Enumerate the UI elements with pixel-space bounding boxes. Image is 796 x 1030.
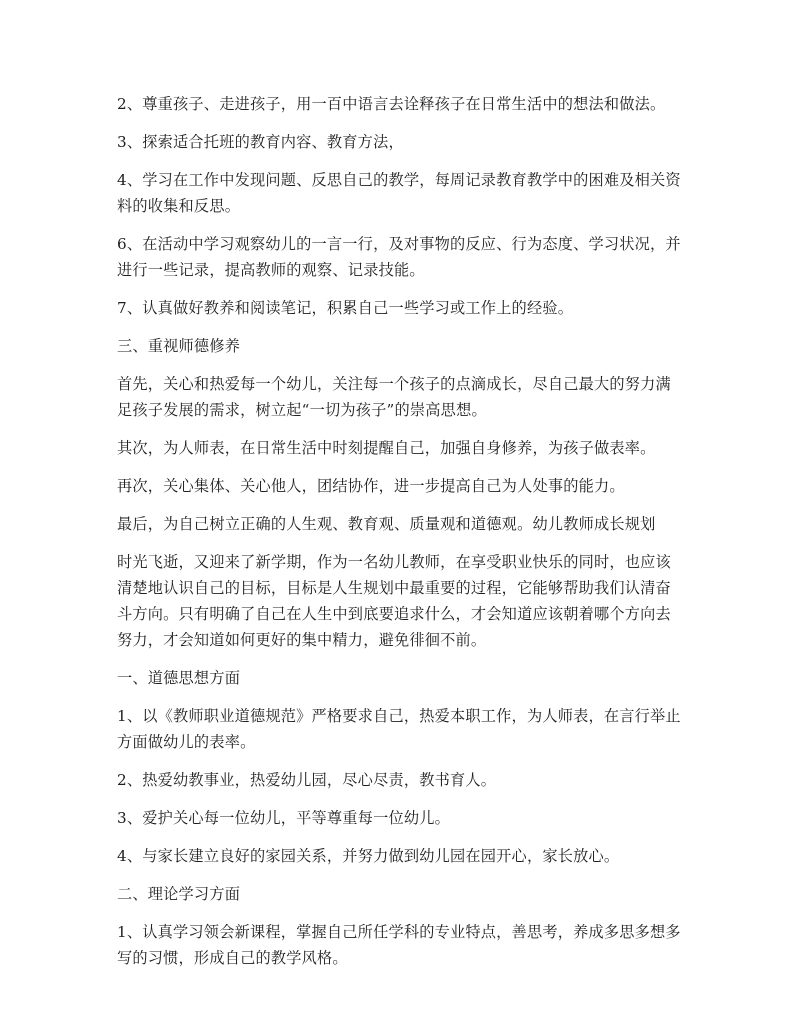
paragraph: 其次，为人师表，在日常生活中时刻提醒自己，加强自身修养，为孩子做表率。 — [117, 439, 656, 457]
paragraph: 6、在活动中学习观察幼儿的一言一行，及对事物的反应、行为态度、学习状况，并进行一些记录，提高教师的观察、记录技能。 — [117, 235, 681, 279]
paragraph: 最后，为自己树立正确的人生观、教育观、质量观和道德观。幼儿教师成长规划 — [117, 515, 656, 533]
paragraph: 2、热爱幼教事业，热爱幼儿园，尽心尽责，教书育人。 — [117, 771, 497, 789]
paragraph: 3、爱护关心每一位幼儿，平等尊重每一位幼儿。 — [117, 809, 451, 827]
paragraph: 4、与家长建立良好的家园关系，并努力做到幼儿园在园开心，家长放心。 — [117, 847, 620, 865]
paragraph: 2、尊重孩子、走进孩子，用一百中语言去诠释孩子在日常生活中的想法和做法。 — [117, 95, 666, 113]
paragraph: 4、学习在工作中发现问题、反思自己的教学，每周记录教育教学中的困难及相关资料的收集和反思。 — [117, 171, 681, 215]
paragraph: 首先，关心和热爱每一个幼儿，关注每一个孩子的点滴成长，尽自己最大的努力满足孩子发展的需求，树立起“一切为孩子”的崇高思想。 — [117, 375, 671, 419]
paragraph: 再次，关心集体、关心他人，团结协作，进一步提高自己为人处事的能力。 — [117, 477, 625, 495]
section-heading: 三、重视师德修养 — [117, 337, 241, 355]
paragraph: 1、以《教师职业道德规范》严格要求自己，热爱本职工作，为人师表，在言行举止方面做幼儿的表率。 — [117, 707, 681, 751]
paragraph: 时光飞逝，又迎来了新学期，作为一名幼儿教师，在享受职业快乐的同时，也应该清楚地认识自己的目标，目标是人生规划中最重要的过程，它能够帮助我们认清奋斗方向。只有明确了自己在人生中到底要追求什么，才会知道应该朝着哪个方向去努力，才会知道如何更好的集中精力，避免徘徊不前。 — [117, 553, 671, 649]
paragraph: 3、探索适合托班的教育内容、教育方法， — [117, 133, 404, 151]
section-heading: 二、理论学习方面 — [117, 885, 241, 903]
paragraph: 7、认真做好教养和阅读笔记，积累自己一些学习或工作上的经验。 — [117, 299, 574, 317]
section-heading: 一、道德思想方面 — [117, 669, 241, 687]
paragraph: 1、认真学习领会新课程，掌握自己所任学科的专业特点，善思考，养成多思多想多写的习惯，形成自己的教学风格。 — [117, 923, 681, 967]
